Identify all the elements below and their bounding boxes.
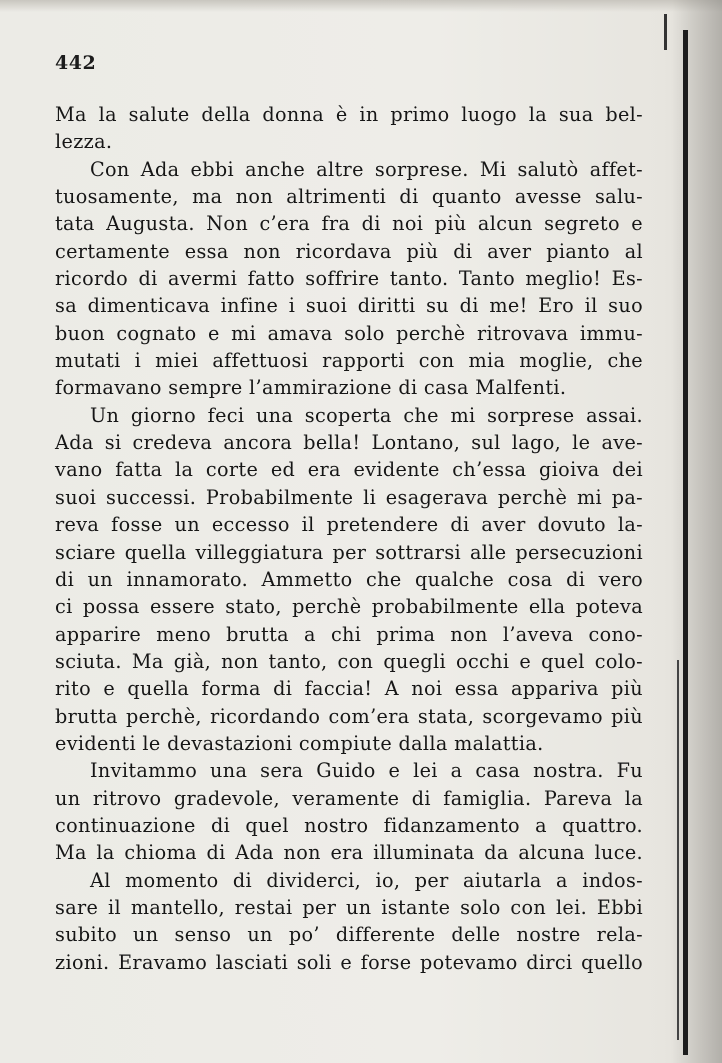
paragraph <box>55 867 643 976</box>
text-line: brutta perchè, ricordando com’era stata, scorgevamo più <box>55 704 643 728</box>
text-line: Al momento di dividerci, io, per aiutarla a indos- <box>90 868 643 892</box>
spine-top-mark <box>664 14 667 50</box>
text-line: tata Augusta. Non c’era fra di noi più alcun segreto e <box>55 212 643 236</box>
text-line: continuazione di quel nostro fidanzamento a quattro. <box>55 813 643 837</box>
paragraph <box>55 101 643 156</box>
text-line: Invitammo una sera Guido e lei a casa nostra. Fu <box>90 759 643 783</box>
text-line: sciare quella villeggiatura per sottrarsi alle persecuzioni <box>55 540 643 564</box>
text-line: certamente essa non ricordava più di aver pianto al <box>55 239 643 263</box>
text-line: subito un senso un po’ differente delle nostre rela- <box>55 923 643 947</box>
paragraph <box>55 156 643 402</box>
text-line: Ma la chioma di Ada non era illuminata da alcuna luce. <box>55 841 643 865</box>
text-line: evidenti le devastazioni compiute dalla malattia. <box>55 731 544 755</box>
paragraph <box>55 402 643 757</box>
text-line: lezza. <box>55 130 113 154</box>
top-edge-shadow <box>0 0 722 12</box>
text-line: sa dimenticava infine i suoi diritti su di me! Ero il suo <box>55 294 643 318</box>
text-line: apparire meno brutta a chi prima non l’aveva cono- <box>55 622 643 646</box>
binding-shadow <box>672 0 722 1063</box>
text-line: sare il mantello, restai per un istante solo con lei. Ebbi <box>55 895 643 919</box>
book-spine-edge <box>683 30 688 1055</box>
text-line: rito e quella forma di faccia! A noi essa appariva più <box>55 677 643 701</box>
text-line: ci possa essere stato, perchè probabilmente ella poteva <box>55 595 643 619</box>
text-line: di un innamorato. Ammetto che qualche cosa di vero <box>55 567 643 591</box>
text-line: buon cognato e mi amava solo perchè ritrovava immu- <box>55 321 643 345</box>
text-line: Ma la salute della donna è in primo luogo la sua bel- <box>55 103 643 126</box>
body-text <box>55 101 643 976</box>
text-line: ricordo di avermi fatto soffrire tanto. Tanto meglio! Es- <box>55 267 643 291</box>
text-line: formavano sempre l’ammirazione di casa Malfenti. <box>55 376 567 400</box>
text-line: suoi successi. Probabilmente li esagerava perchè mi pa- <box>55 485 643 509</box>
page-number: 442 <box>55 52 97 74</box>
text-line: zioni. Eravamo lasciati soli e forse potevamo dirci quello <box>55 950 643 974</box>
text-line: un ritrovo gradevole, veramente di famiglia. Pareva la <box>55 786 643 810</box>
text-line: sciuta. Ma già, non tanto, con quegli occhi e quel colo- <box>55 649 643 673</box>
text-line: reva fosse un eccesso il pretendere di aver dovuto la- <box>55 513 643 537</box>
book-spine-inner-edge <box>677 660 679 1040</box>
text-line: mutati i miei affettuosi rapporti con mia moglie, che <box>55 349 643 373</box>
text-line: Un giorno feci una scoperta che mi sorprese assai. <box>90 403 643 427</box>
text-line: Ada si credeva ancora bella! Lontano, sul lago, le ave- <box>55 431 643 455</box>
paragraph <box>55 757 643 866</box>
text-line: tuosamente, ma non altrimenti di quanto avesse salu- <box>55 185 643 209</box>
text-line: vano fatta la corte ed era evidente ch’essa gioiva dei <box>55 458 643 482</box>
text-line: Con Ada ebbi anche altre sorprese. Mi salutò affet- <box>90 157 643 181</box>
